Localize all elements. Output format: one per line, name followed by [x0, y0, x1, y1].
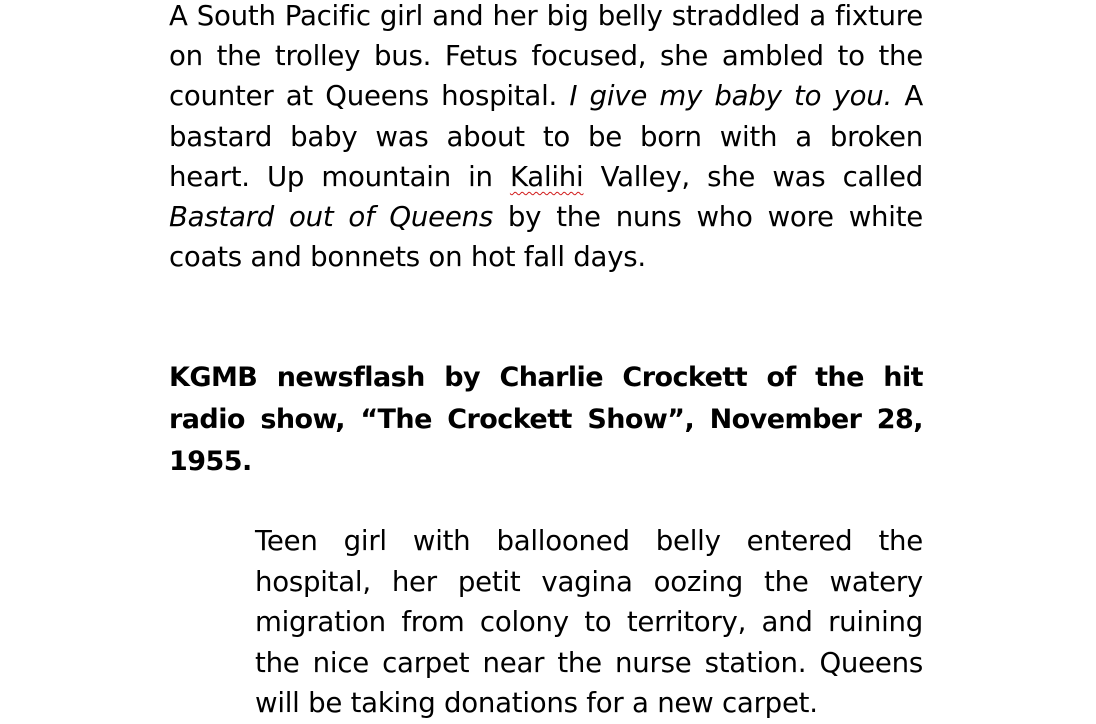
intro-text-3: Valley, she was called: [583, 159, 923, 193]
intro-italic-quote: I give my baby to you.: [569, 79, 893, 113]
newsflash-quote: Teen girl with ballooned belly entered the hospital, her petit vagina oozing the watery migration from colony to territory, and ruining the nice carpet near the nurse station. Queens will be taking donations for a new carpet.: [255, 524, 923, 720]
intro-text-2: A bastard baby was about to be born with a broken heart. Up mountain in: [169, 79, 923, 193]
newsflash-heading: KGMB newsflash by Charlie Crockett of the hit radio show, “The Crockett Show”, November 28, 1955.: [169, 362, 923, 478]
intro-text-4: by the nuns who wore white coats and bonnets on hot fall days.: [169, 200, 923, 274]
intro-italic-title: Bastard out of Queens: [169, 200, 493, 234]
intro-paragraph: [169, 0, 923, 277]
intro-text-1: A South Pacific girl and her big belly straddled a fixture on the trolley bus. Fetus focused, she ambled to the counter at Queens hospital.: [169, 0, 923, 113]
misspelled-word-kalihi[interactable]: Kalihi: [509, 159, 584, 193]
document-page: [169, 0, 923, 724]
